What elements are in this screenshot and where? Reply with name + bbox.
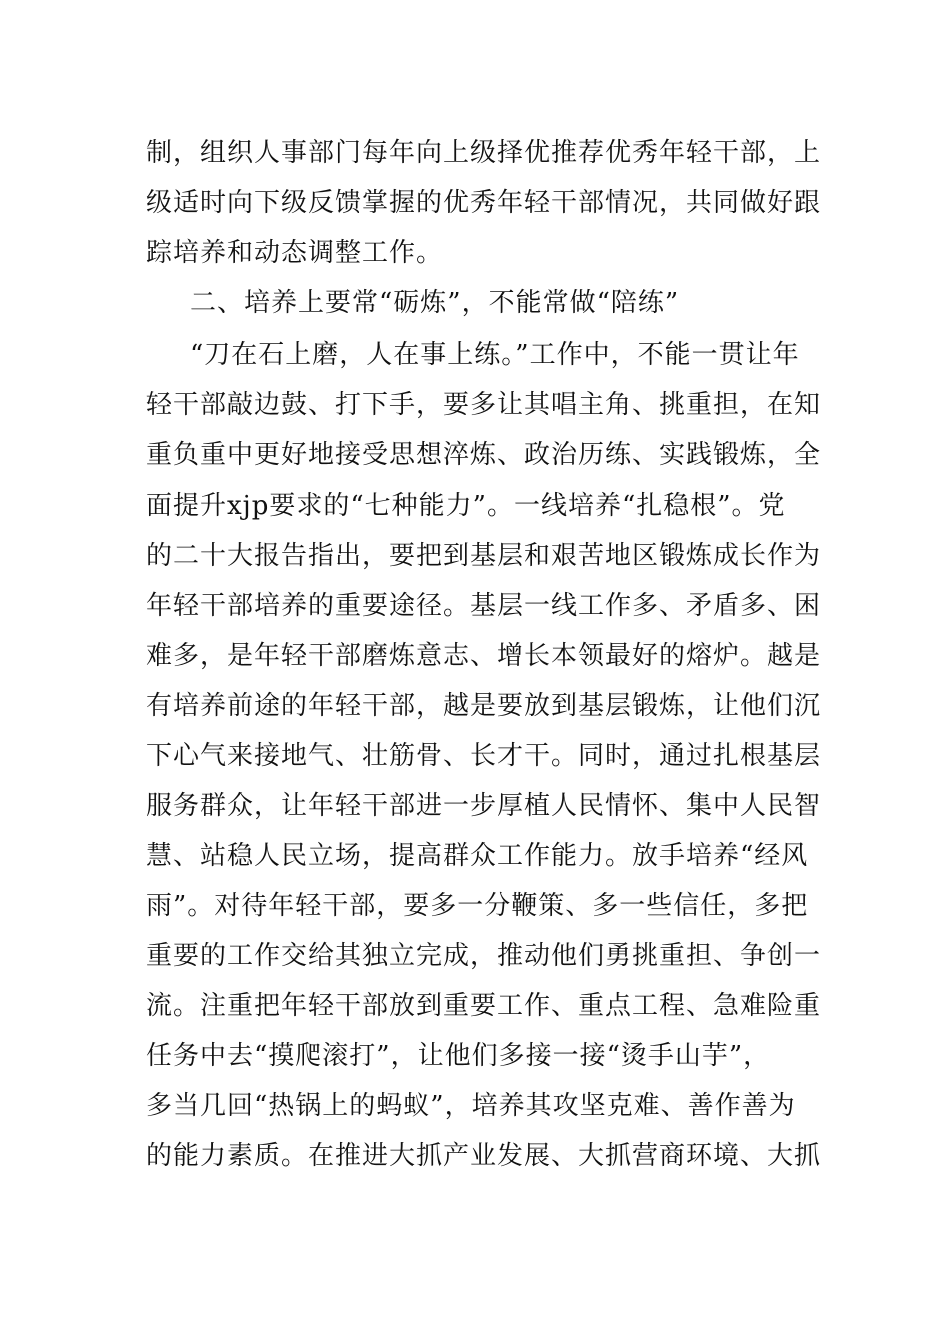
paragraph-line: 有培养前途的年轻干部，越是要放到基层锻炼，让他们沉 (146, 691, 822, 721)
paragraph-line: 流。注重把年轻干部放到重要工作、重点工程、急难险重 (146, 991, 822, 1021)
paragraph-line: 下心气来接地气、壮筋骨、长才干。同时，通过扎根基层 (146, 741, 822, 771)
paragraph-line: 难多，是年轻干部磨炼意志、增长本领最好的熔炉。越是 (146, 641, 822, 671)
paragraph-line: 服务群众，让年轻干部进一步厚植人民情怀、集中人民智 (146, 791, 822, 821)
paragraph-line: 多当几回“热锅上的蚂蚁”，培养其攻坚克难、善作善为 (146, 1091, 796, 1121)
section-heading: 二、培养上要常“砺炼”，不能常做“陪练” (190, 288, 680, 318)
paragraph-line: 面提升xjp要求的“七种能力”。一线培养“扎稳根”。党 (146, 491, 786, 521)
paragraph-line: “刀在石上磨，人在事上练。”工作中，不能一贯让年 (190, 340, 800, 370)
paragraph-line: 的能力素质。在推进大抓产业发展、大抓营商环境、大抓 (146, 1141, 822, 1171)
paragraph-line: 重要的工作交给其独立完成，推动他们勇挑重担、争创一 (146, 941, 822, 971)
paragraph-line: 年轻干部培养的重要途径。基层一线工作多、矛盾多、困 (146, 591, 822, 621)
paragraph-line: 踪培养和动态调整工作。 (146, 238, 444, 268)
paragraph-line: 制，组织人事部门每年向上级择优推荐优秀年轻干部，上 (146, 138, 822, 168)
paragraph-line: 雨”。对待年轻干部，要多一分鞭策、多一些信任，多把 (146, 891, 809, 921)
paragraph-line: 任务中去“摸爬滚打”，让他们多接一接“烫手山芋”， (146, 1041, 771, 1071)
paragraph-line: 的二十大报告指出，要把到基层和艰苦地区锻炼成长作为 (146, 541, 822, 571)
paragraph-line: 轻干部敲边鼓、打下手，要多让其唱主角、挑重担，在知 (146, 390, 822, 420)
paragraph-line: 慧、站稳人民立场，提高群众工作能力。放手培养“经风 (146, 841, 809, 871)
paragraph-line: 重负重中更好地接受思想淬炼、政治历练、实践锻炼，全 (146, 440, 822, 470)
paragraph-line: 级适时向下级反馈掌握的优秀年轻干部情况，共同做好跟 (146, 188, 822, 218)
